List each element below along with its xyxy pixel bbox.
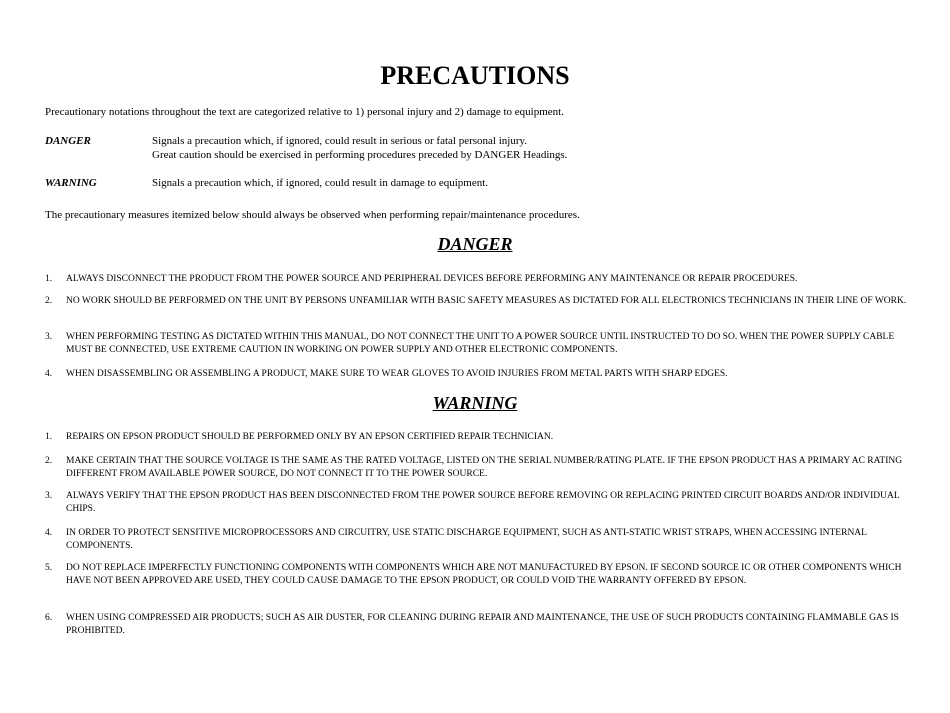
item-number: 2. <box>45 296 53 306</box>
item-text: IN ORDER TO PROTECT SENSITIVE MICROPROCESSORS AND CIRCUITRY, USE STATIC DISCHARGE EQUIPMENT, SUCH AS ANTI-STATIC WRIST STRAPS, WHEN ACCESSING INTERNAL COMPONENTS. <box>66 528 867 551</box>
item-text: REPAIRS ON EPSON PRODUCT SHOULD BE PERFORMED ONLY BY AN EPSON CERTIFIED REPAIR TECHNICIAN. <box>66 432 554 442</box>
item-text: NO WORK SHOULD BE PERFORMED ON THE UNIT BY PERSONS UNFAMILIAR WITH BASIC SAFETY MEASURES AS DICTATED FOR ALL ELECTRONICS TECHNICIANS IN THEIR LINE OF WORK. <box>66 296 907 306</box>
item-number: 6. <box>45 613 53 623</box>
item-text: ALWAYS VERIFY THAT THE EPSON PRODUCT HAS BEEN DISCONNECTED FROM THE POWER SOURCE BEFORE REMOVING OR REPLACING PRINTED CIRCUIT BOARDS AND/OR INDIVIDUAL CHIPS. <box>66 491 900 514</box>
warning-heading: WARNING <box>432 393 518 413</box>
item-text: WHEN DISASSEMBLING OR ASSEMBLING A PRODUCT, MAKE SURE TO WEAR GLOVES TO AVOID INJURIES FROM METAL PARTS WITH SHARP EDGES. <box>66 369 728 379</box>
danger-heading: DANGER <box>437 234 513 254</box>
notation-term-warning: WARNING <box>45 177 97 189</box>
item-text: ALWAYS DISCONNECT THE PRODUCT FROM THE POWER SOURCE AND PERIPHERAL DEVICES BEFORE PERFORMING ANY MAINTENANCE OR REPAIR PROCEDURES. <box>66 274 798 284</box>
intro-text: Precautionary notations throughout the text are categorized relative to 1) personal injury and 2) damage to equipment. <box>45 106 564 118</box>
item-number: 2. <box>45 456 53 466</box>
notation-desc-warning <box>152 176 488 190</box>
notation-desc-line: Great caution should be exercised in performing procedures preceded by DANGER Headings. <box>152 149 568 161</box>
item-number: 3. <box>45 491 53 501</box>
item-number: 5. <box>45 563 53 573</box>
item-text: WHEN PERFORMING TESTING AS DICTATED WITHIN THIS MANUAL, DO NOT CONNECT THE UNIT TO A POWER SOURCE UNTIL INSTRUCTED TO DO SO. WHEN THE POWER SUPPLY CABLE MUST BE CONNECTED, USE EXTREME CAUTION IN WORKING ON POWER SUPPLY AND OTHER ELECTRONIC COMPONENTS. <box>66 332 895 355</box>
notation-desc-danger <box>152 134 567 162</box>
item-number: 4. <box>45 369 53 379</box>
measures-text: The precautionary measures itemized below should always be observed when performing repair/maintenance procedures. <box>45 209 580 221</box>
notation-desc-line: Signals a precaution which, if ignored, could result in damage to equipment. <box>152 177 489 189</box>
page-title: PRECAUTIONS <box>380 61 570 90</box>
item-text: DO NOT REPLACE IMPERFECTLY FUNCTIONING COMPONENTS WITH COMPONENTS WHICH ARE NOT MANUFACTURED BY EPSON. IF SECOND SOURCE IC OR OTHER COMPONENTS WHICH HAVE NOT BEEN APPROVED ARE USED, THEY COULD CAUSE DAMAGE TO THE EPSON PRODUCT, OR COULD VOID THE WARRANTY OFFERED BY EPSON. <box>66 563 902 586</box>
notation-term-danger: DANGER <box>45 135 91 147</box>
item-number: 3. <box>45 332 53 342</box>
item-text: MAKE CERTAIN THAT THE SOURCE VOLTAGE IS THE SAME AS THE RATED VOLTAGE, LISTED ON THE SERIAL NUMBER/RATING PLATE. IF THE EPSON PRODUCT HAS A PRIMARY AC RATING DIFFERENT FROM AVAILABLE POWER SOURCE, DO NOT CONNECT IT TO THE POWER SOURCE. <box>66 456 903 479</box>
item-number: 1. <box>45 432 53 442</box>
notation-desc-line: Signals a precaution which, if ignored, could result in serious or fatal personal injury. <box>152 135 528 147</box>
item-number: 4. <box>45 528 53 538</box>
item-number: 1. <box>45 274 53 284</box>
item-text: WHEN USING COMPRESSED AIR PRODUCTS; SUCH AS AIR DUSTER, FOR CLEANING DURING REPAIR AND MAINTENANCE, THE USE OF SUCH PRODUCTS CONTAINING FLAMMABLE GAS IS PROHIBITED. <box>66 613 899 636</box>
